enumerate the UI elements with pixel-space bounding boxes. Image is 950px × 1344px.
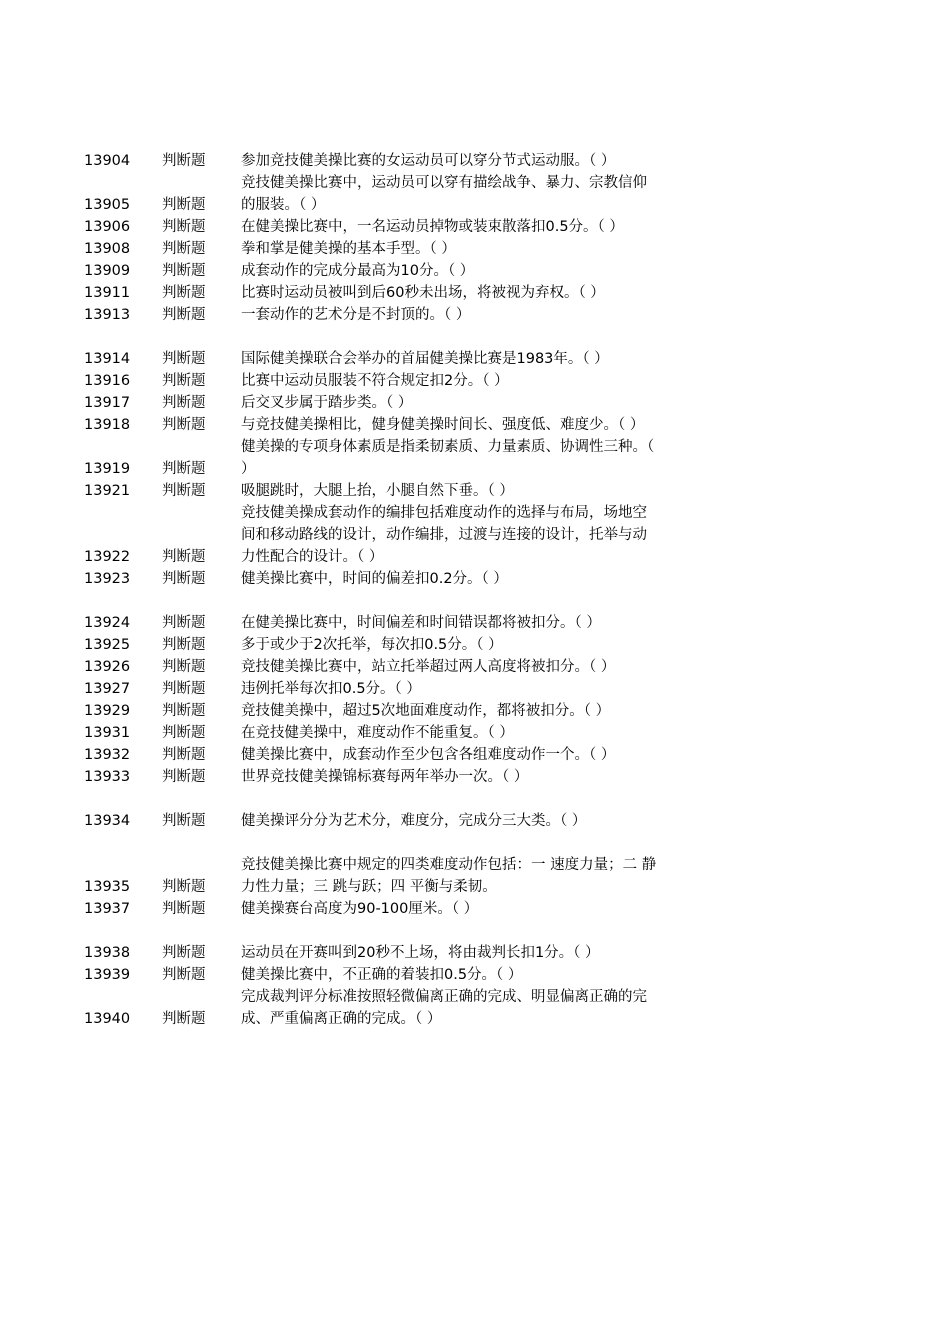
table-row (0, 150, 950, 172)
question-id: 13929 (84, 703, 131, 719)
question-text: 在健美操比赛中，一名运动员掉物或装束散落扣0.5分。（ ） (241, 219, 624, 235)
question-text: 竞技健美操比赛中，站立托举超过两人高度将被扣分。（ ） (241, 659, 616, 675)
question-id: 13916 (84, 373, 131, 389)
question-type: 判断题 (162, 197, 206, 213)
question-text: 拳和掌是健美操的基本手型。（ ） (241, 241, 456, 257)
question-text: 多于或少于2次托举，每次扣0.5分。（ ） (241, 637, 503, 653)
question-type: 判断题 (162, 219, 206, 235)
question-type: 判断题 (162, 681, 206, 697)
table-row (0, 766, 950, 788)
question-text: 一套动作的艺术分是不封顶的。（ ） (241, 307, 471, 323)
question-text: 参加竞技健美操比赛的女运动员可以穿分节式运动服。（ ） (241, 153, 616, 169)
question-id: 13923 (84, 571, 131, 587)
table-row (0, 370, 950, 392)
question-text: 健美操比赛中，时间的偏差扣0.2分。（ ） (241, 571, 508, 587)
question-id: 13911 (84, 285, 131, 301)
table-row (0, 216, 950, 238)
question-type: 判断题 (162, 395, 206, 411)
question-type: 判断题 (162, 637, 206, 653)
question-id: 13909 (84, 263, 131, 279)
table-row (0, 942, 950, 964)
table-row (0, 414, 950, 436)
question-type: 判断题 (162, 285, 206, 301)
question-type: 判断题 (162, 461, 206, 477)
question-type: 判断题 (162, 483, 206, 499)
table-row (0, 502, 950, 568)
question-id: 13919 (84, 461, 131, 477)
question-id: 13917 (84, 395, 131, 411)
question-id: 13926 (84, 659, 131, 675)
question-type: 判断题 (162, 373, 206, 389)
question-id: 13927 (84, 681, 131, 697)
question-id: 13908 (84, 241, 131, 257)
table-row (0, 348, 950, 370)
question-type: 判断题 (162, 813, 206, 829)
question-type: 判断题 (162, 549, 206, 565)
table-row (0, 392, 950, 414)
question-text: 世界竞技健美操锦标赛每两年举办一次。（ ） (241, 769, 529, 785)
question-text: 违例托举每次扣0.5分。（ ） (241, 681, 421, 697)
question-id: 13939 (84, 967, 131, 983)
question-text: 吸腿跳时，大腿上抬，小腿自然下垂。（ ） (241, 483, 514, 499)
question-text: 成套动作的完成分最高为10分。（ ） (241, 263, 475, 279)
question-text: 竞技健美操成套动作的编排包括难度动作的选择与布局，场地空间和移动路线的设计，动作编排，过渡与连接的设计，托举与动力性配合的设计。（ ） (241, 505, 647, 565)
question-text: 在健美操比赛中，时间偏差和时间错误都将被扣分。（ ） (241, 615, 601, 631)
question-id: 13940 (84, 1011, 131, 1027)
question-id: 13904 (84, 153, 131, 169)
question-type: 判断题 (162, 725, 206, 741)
question-type: 判断题 (162, 659, 206, 675)
question-type: 判断题 (162, 879, 206, 895)
question-id: 13937 (84, 901, 131, 917)
question-text: 健美操评分分为艺术分，难度分，完成分三大类。（ ） (241, 813, 587, 829)
question-type: 判断题 (162, 967, 206, 983)
table-row (0, 634, 950, 656)
table-row (0, 480, 950, 502)
question-type: 判断题 (162, 703, 206, 719)
question-text: 竞技健美操比赛中规定的四类难度动作包括：一 速度力量；二 静力性力量；三 跳与跃；四 平衡与柔韧。 (241, 857, 657, 895)
question-table (0, 150, 950, 1030)
question-id: 13922 (84, 549, 131, 565)
question-type: 判断题 (162, 1011, 206, 1027)
table-row (0, 656, 950, 678)
question-id: 13905 (84, 197, 131, 213)
table-row (0, 810, 950, 832)
question-type: 判断题 (162, 901, 206, 917)
question-id: 13938 (84, 945, 131, 961)
question-text: 健美操的专项身体素质是指柔韧素质、力量素质、协调性三种。（ ） (241, 439, 655, 477)
question-type: 判断题 (162, 153, 206, 169)
question-id: 13914 (84, 351, 131, 367)
table-row (0, 282, 950, 304)
table-row (0, 722, 950, 744)
question-text: 在竞技健美操中，难度动作不能重复。（ ） (241, 725, 514, 741)
question-type: 判断题 (162, 571, 206, 587)
table-row (0, 744, 950, 766)
question-id: 13932 (84, 747, 131, 763)
table-row (0, 304, 950, 326)
question-text: 健美操比赛中，成套动作至少包含各组难度动作一个。（ ） (241, 747, 616, 763)
table-row (0, 612, 950, 634)
table-row (0, 854, 950, 898)
question-type: 判断题 (162, 769, 206, 785)
question-type: 判断题 (162, 263, 206, 279)
question-text: 后交叉步属于踏步类。（ ） (241, 395, 413, 411)
question-text: 竞技健美操比赛中，运动员可以穿有描绘战争、暴力、宗教信仰的服装。（ ） (241, 175, 647, 213)
question-id: 13934 (84, 813, 131, 829)
table-row (0, 238, 950, 260)
question-id: 13921 (84, 483, 131, 499)
question-type: 判断题 (162, 945, 206, 961)
question-type: 判断题 (162, 615, 206, 631)
question-type: 判断题 (162, 307, 206, 323)
question-text: 健美操比赛中，不正确的着装扣0.5分。（ ） (241, 967, 523, 983)
table-row (0, 986, 950, 1030)
question-id: 13933 (84, 769, 131, 785)
question-id: 13925 (84, 637, 131, 653)
question-id: 13913 (84, 307, 131, 323)
table-row (0, 172, 950, 216)
table-row (0, 700, 950, 722)
question-text: 比赛时运动员被叫到后60秒未出场，将被视为弃权。（ ） (241, 285, 605, 301)
question-type: 判断题 (162, 747, 206, 763)
question-text: 与竞技健美操相比，健身健美操时间长、强度低、难度少。（ ） (241, 417, 645, 433)
question-id: 13931 (84, 725, 131, 741)
table-row (0, 678, 950, 700)
table-row (0, 898, 950, 920)
question-type: 判断题 (162, 241, 206, 257)
table-row (0, 436, 950, 480)
question-text: 国际健美操联合会举办的首届健美操比赛是1983年。（ ） (241, 351, 609, 367)
question-text: 运动员在开赛叫到20秒不上场，将由裁判长扣1分。（ ） (241, 945, 600, 961)
question-type: 判断题 (162, 417, 206, 433)
table-row (0, 568, 950, 590)
question-id: 13924 (84, 615, 131, 631)
table-row (0, 260, 950, 282)
question-id: 13935 (84, 879, 131, 895)
question-text: 比赛中运动员服装不符合规定扣2分。（ ） (241, 373, 509, 389)
question-text: 健美操赛台高度为90-100厘米。（ ） (241, 901, 479, 917)
table-row (0, 964, 950, 986)
question-id: 13918 (84, 417, 131, 433)
question-text: 竞技健美操中，超过5次地面难度动作，都将被扣分。（ ） (241, 703, 611, 719)
question-text: 完成裁判评分标准按照轻微偏离正确的完成、明显偏离正确的完成、严重偏离正确的完成。（ ） (241, 989, 647, 1027)
question-id: 13906 (84, 219, 131, 235)
question-type: 判断题 (162, 351, 206, 367)
